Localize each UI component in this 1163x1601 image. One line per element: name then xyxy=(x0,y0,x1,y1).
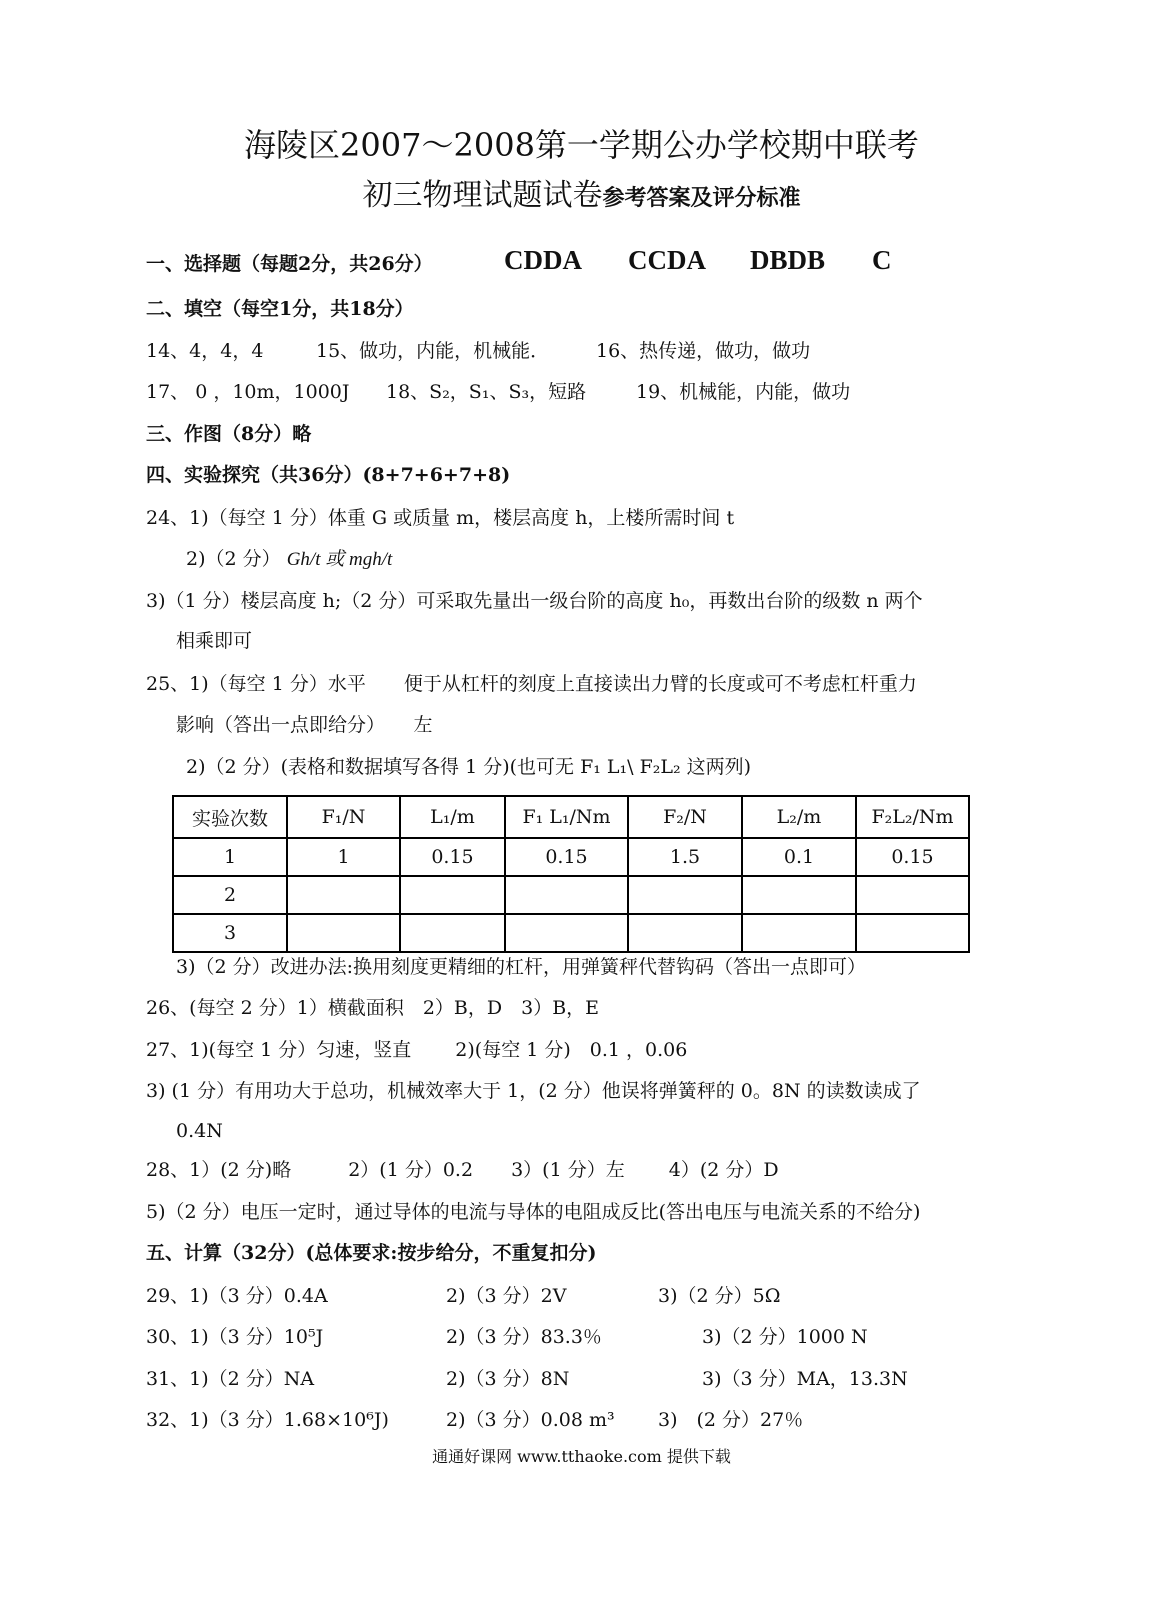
footer-source: 通通好课网 www.tthaoke.com 提供下载 xyxy=(432,1447,731,1466)
section5-label: 五、计算（32分）(总体要求:按步给分，不重复扣分) xyxy=(146,1242,597,1264)
answer-q24-3: 3)（1 分）楼层高度 h;（2 分）可采取先量出一级台阶的高度 h₀，再数出台阶的级数 n 两个 xyxy=(146,590,923,612)
answer-q24-1: 24、1)（每空 1 分）体重 G 或质量 m，楼层高度 h，上楼所需时间 t xyxy=(146,507,735,529)
answer-q32-1: 32、1)（3 分）1.68×10⁶J) xyxy=(146,1409,389,1431)
q24-2-label: 2)（2 分） xyxy=(186,548,281,570)
title-suffix: 参考答案及评分标准 xyxy=(602,185,801,211)
answer-q27-1: 27、1)(每空 1 分）匀速，竖直 2)(每空 1 分) 0.1 ，0.06 xyxy=(146,1039,688,1061)
table-cell: 0.15 xyxy=(856,838,969,876)
header-cell: F₂/N xyxy=(628,796,742,838)
section3-label: 三、作图（8分）略 xyxy=(146,423,312,445)
answer-q27-3-cont: 0.4N xyxy=(176,1120,223,1142)
answer-q19: 19、机械能，内能，做功 xyxy=(636,381,851,403)
table-cell xyxy=(856,876,969,914)
answer-q29-1: 29、1)（3 分）0.4A xyxy=(146,1285,328,1307)
answer-q32-2: 2)（3 分）0.08 m³ xyxy=(446,1409,615,1431)
table-row xyxy=(173,838,969,876)
answer-q29-3: 3)（2 分）5Ω xyxy=(658,1285,781,1307)
answer-q15: 15、做功，内能，机械能． xyxy=(316,340,550,362)
answer-q30-3: 3)（2 分）1000 N xyxy=(702,1326,868,1348)
table-cell xyxy=(742,876,856,914)
answer-q25-2: 2)（2 分）(表格和数据填写各得 1 分)(也可无 F₁ L₁\ F₂L₂ 这两列) xyxy=(186,756,752,778)
section4-label: 四、实验探究（共36分）(8+7+6+7+8) xyxy=(146,464,511,486)
answer-q25-1-cont: 影响（答出一点即给分） 左 xyxy=(176,714,433,736)
table-cell xyxy=(400,914,505,952)
header-cell: L₂/m xyxy=(742,796,856,838)
data-table xyxy=(172,795,970,953)
table-cell: 0.15 xyxy=(400,838,505,876)
answer-q32-3: 3) (2 分）27％ xyxy=(658,1409,804,1431)
table-cell xyxy=(505,914,628,952)
answer-group: C xyxy=(872,245,892,275)
answer-q28: 28、1）(2 分)略 2）(1 分）0.2 3）(1 分）左 4）(2 分）D xyxy=(146,1159,779,1181)
header-cell: F₁/N xyxy=(287,796,400,838)
table-row xyxy=(173,876,969,914)
table-cell: 0.15 xyxy=(505,838,628,876)
header-cell: F₂L₂/Nm xyxy=(856,796,969,838)
table-cell: 1 xyxy=(287,838,400,876)
answer-q14: 14、4，4，4 xyxy=(146,340,264,362)
answer-q16: 16、热传递，做功，做功 xyxy=(596,340,811,362)
answer-q30-2: 2)（3 分）83.3％ xyxy=(446,1326,602,1348)
answer-q27-3: 3) (1 分）有用功大于总功，机械效率大于 1，(2 分）他误将弹簧秤的 0。8N 的读数读成了 xyxy=(146,1080,921,1102)
table-cell xyxy=(628,914,742,952)
table-cell xyxy=(856,914,969,952)
title-line2 xyxy=(0,170,1163,214)
header-cell: 实验次数 xyxy=(173,796,287,838)
answer-q31-1: 31、1)（2 分）NA xyxy=(146,1368,315,1390)
answer-q29-2: 2)（3 分）2V xyxy=(446,1285,567,1307)
table-cell xyxy=(287,876,400,914)
header-cell: F₁ L₁/Nm xyxy=(505,796,628,838)
answer-q26: 26、(每空 2 分）1）横截面积 2）B，D 3）B，E xyxy=(146,997,600,1019)
answer-q30-1: 30、1)（3 分）10⁵J xyxy=(146,1326,324,1348)
header-cell: L₁/m xyxy=(400,796,505,838)
answer-q25-1: 25、1)（每空 1 分）水平 便于从杠杆的刻度上直接读出力臂的长度或可不考虑杠杆重力 xyxy=(146,673,917,695)
section2-label: 二、填空（每空1分，共18分） xyxy=(146,298,414,320)
answer-group: CCDA xyxy=(628,245,706,275)
table-header-row xyxy=(173,796,969,838)
answer-q31-2: 2)（3 分）8N xyxy=(446,1368,570,1390)
title-line1: 海陵区2007～2008第一学期公办学校期中联考 xyxy=(244,126,919,164)
section1-label: 一、选择题（每题2分，共26分） xyxy=(146,253,433,275)
answer-q17: 17、 0 ，10m，1000J xyxy=(146,381,350,403)
table-cell: 0.1 xyxy=(742,838,856,876)
answer-q28-5: 5)（2 分）电压一定时，通过导体的电流与导体的电阻成反比(答出电压与电流关系的不给分) xyxy=(146,1201,921,1223)
q24-2-formula: Gh/t 或 mgh/t xyxy=(286,549,393,570)
table-cell xyxy=(628,876,742,914)
answer-q31-3: 3)（3 分）MA，13.3N xyxy=(702,1368,908,1390)
table-cell xyxy=(400,876,505,914)
answer-q24-2 xyxy=(186,547,392,572)
title-main: 初三物理试题试卷 xyxy=(362,178,603,213)
answer-group: CDDA xyxy=(504,245,582,275)
answer-q25-3: 3)（2 分）改进办法:换用刻度更精细的杠杆，用弹簧秤代替钩码（答出一点即可） xyxy=(176,956,867,978)
answer-q18: 18、S₂，S₁、S₃，短路 xyxy=(386,381,587,403)
table-cell: 1.5 xyxy=(628,838,742,876)
table-cell xyxy=(742,914,856,952)
table-cell: 3 xyxy=(173,914,287,952)
answer-group: DBDB xyxy=(750,245,826,275)
table-cell: 2 xyxy=(173,876,287,914)
table-row xyxy=(173,914,969,952)
answer-q24-3-cont: 相乘即可 xyxy=(176,630,253,652)
table-cell: 1 xyxy=(173,838,287,876)
table-cell xyxy=(287,914,400,952)
table-cell xyxy=(505,876,628,914)
